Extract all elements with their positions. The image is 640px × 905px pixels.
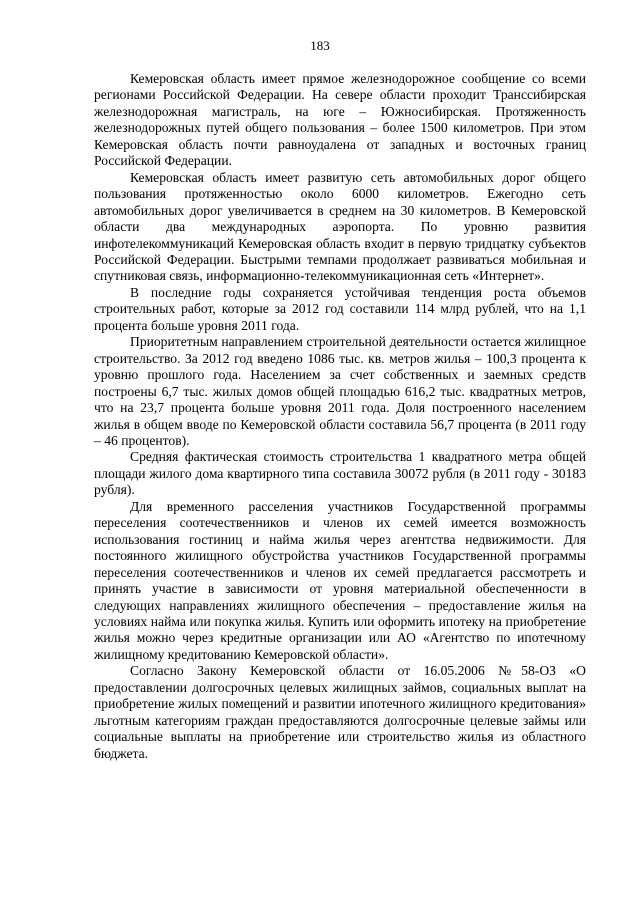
paragraph-housing-cost: Средняя фактическая стоимость строительства 1 квадратного метра общей площади жилого дома квартирного типа составила 30072 рубля (в 2011 году - 30183 рубля). xyxy=(94,449,586,498)
document-body xyxy=(94,71,586,762)
paragraph-railways: Кемеровская область имеет прямое железнодорожное сообщение со всеми регионами Российской Федерации. На севере области проходит Транссибирская железнодорожная магистраль, на юге – Южносибирская. Протяженность железнодорожных путей общего пользования – более 1500 километров. При этом Кемеровская область почти равноудалена от западных и восточных границ Российской Федерации. xyxy=(94,71,586,169)
paragraph-construction-volume: В последние годы сохраняется устойчивая тенденция роста объемов строительных работ, которые за 2012 год составили 114 млрд рублей, что на 1,1 процента больше уровня 2011 года. xyxy=(94,284,586,333)
paragraph-regional-law: Согласно Закону Кемеровской области от 16.05.2006 №58-ОЗ «О предоставлении долгосрочных целевых жилищных займов, социальных выплат на приобретение жилых помещений и развитии ипотечного жилищного кредитования» льготным категориям граждан предоставляются долгосрочные целевые займы или социальные выплаты на приобретение или строительство жилья из областного бюджета. xyxy=(94,663,586,761)
paragraph-roads-telecom: Кемеровская область имеет развитую сеть автомобильных дорог общего пользования протяженностью около 6000 километров. Ежегодно сеть автомобильных дорог увеличивается в среднем на 30 километров. В Кемеровской области два международных аэропорта. По уровню развития инфотелекоммуникаций Кемеровская область входит в первую тридцатку субъектов Российской Федерации. Быстрыми темпами продолжает развиваться мобильная и спутниковая связь, информационно-телекоммуникационная сеть «Интернет». xyxy=(94,169,586,284)
paragraph-resettlement-housing: Для временного расселения участников Государственной программы переселения соотечественников и членов их семей имеется возможность использования гостиниц и найма жилья через агентства недвижимости. Для постоянного жилищного обустройства участников Государственной программы переселения соотечественников и членов их семей предлагается рассмотреть и принять участие в зависимости от уровня материальной обеспеченности в следующих направлениях жилищного обеспечения – предоставление жилья на условиях найма или покупка жилья. Купить или оформить ипотеку на приобретение жилья можно через кредитные организации или АО «Агентство по ипотечному жилищному кредитованию Кемеровской области». xyxy=(94,498,586,662)
page-number: 183 xyxy=(310,38,330,53)
paragraph-housing-construction: Приоритетным направлением строительной деятельности остается жилищное строительство. За 2012 год введено 1086 тыс. кв. метров жилья – 100,3 процента к уровню прошлого года. Населением за счет собственных и заемных средств построены 6,7 тыс. жилых домов общей площадью 616,2 тыс. квадратных метров, что на 23,7 процента больше уровня 2011 года. Доля построенного населением жилья в общем вводе по Кемеровской области составила 56,7 процента (в 2011 году – 46 процентов). xyxy=(94,334,586,448)
